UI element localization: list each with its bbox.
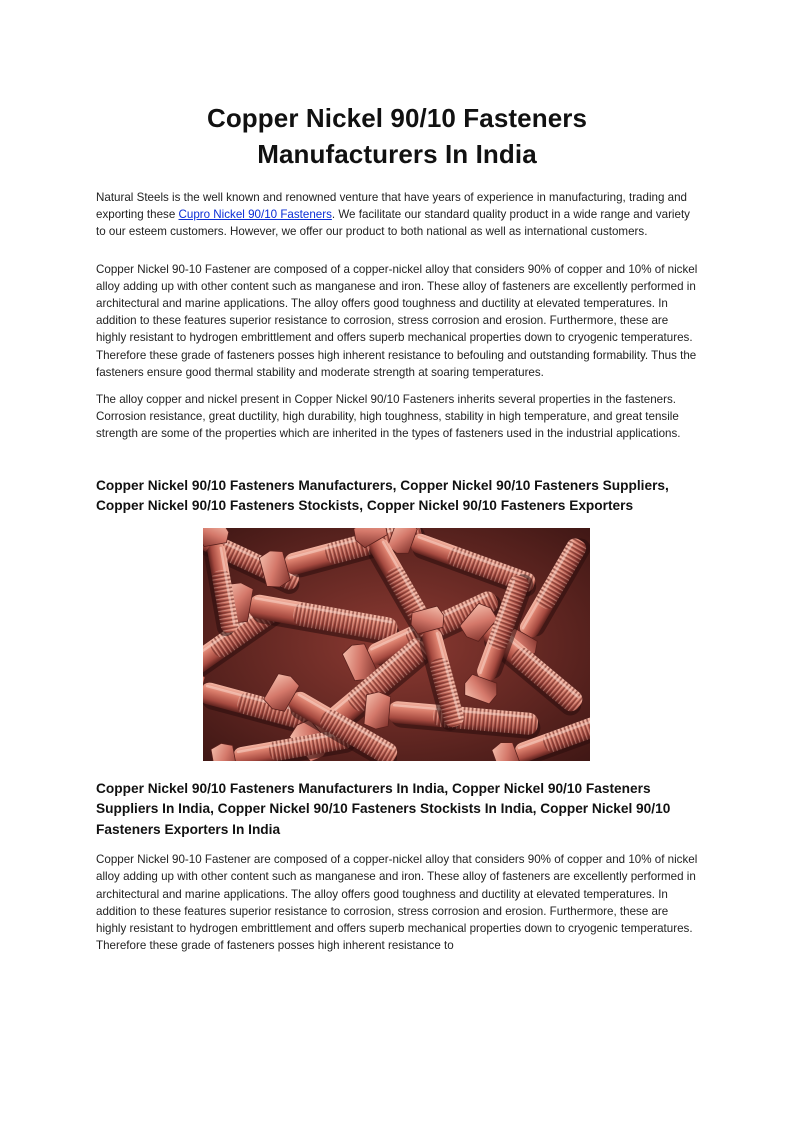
page-title-line-1: Copper Nickel 90/10 Fasteners — [206, 103, 588, 133]
cupro-nickel-fasteners-link[interactable]: Cupro Nickel 90/10 Fasteners — [178, 208, 332, 222]
section-heading-general: Copper Nickel 90/10 Fasteners Manufacturers, Copper Nickel 90/10 Fasteners Suppliers, Copper Nickel 90/10 Fasteners Stockists, Copper Nickel 90/10 Fasteners Exporters — [96, 477, 669, 514]
fasteners-photo — [203, 528, 590, 761]
document-page — [96, 0, 698, 954]
copper-bolts-image — [203, 528, 590, 761]
intro-text-start: Natural Steels is the well known and renowned venture that have years of experience in manufacturing, trading and exporting these — [96, 191, 687, 222]
composition-paragraph: Copper Nickel 90-10 Fastener are composed of a copper-nickel alloy that considers 90% of copper and 10% of nickel alloy adding up with other content such as manganese and iron. These alloy of fasteners are excellently performed in architectural and marine applications. The alloy offers good toughness and ductility at elevated temperatures. In addition to these features superior resistance to corrosion, stress corrosion and erosion. Furthermore, these are highly resistant to hydrogen embrittlement and offers superb mechanical properties down to cryogenic temperatures. Therefore these grade of fasteners posses high inherent resistance to befouling and outstanding formability. Thus the fasteners ensure good thermal stability and moderate strength at soaring temperatures. — [96, 262, 698, 379]
properties-paragraph: The alloy copper and nickel present in Copper Nickel 90/10 Fasteners inherits several properties in the fasteners. Corrosion resistance, great ductility, high durability, high toughness, stability in high temperature, and great tensile strength are some of the properties which are inherited in the types of fasteners used in the industrial applications. — [96, 393, 681, 441]
page-title-line-2: Manufacturers In India — [257, 139, 537, 169]
page-title — [96, 100, 698, 172]
intro-paragraph — [96, 189, 698, 241]
section-heading-india: Copper Nickel 90/10 Fasteners Manufacturers In India, Copper Nickel 90/10 Fasteners Suppliers In India, Copper Nickel 90/10 Fasteners Stockists In India, Copper Nickel 90/10 Fasteners Exporters In India — [96, 780, 671, 837]
intro-text-end: . We facilitate our standard quality product in a wide range and variety to our esteem customers. However, we offer our product to both national as well as international customers. — [96, 208, 690, 239]
composition-paragraph-repeat: Copper Nickel 90-10 Fastener are composed of a copper-nickel alloy that considers 90% of copper and 10% of nickel alloy adding up with other content such as manganese and iron. These alloy of fasteners are excellently performed in architectural and marine applications. The alloy offers good toughness and ductility at elevated temperatures. In addition to these features superior resistance to corrosion, stress corrosion and erosion. Furthermore, these are highly resistant to hydrogen embrittlement and offers superb mechanical properties down to cryogenic temperatures. Therefore these grade of fasteners posses high inherent resistance to — [96, 853, 698, 953]
